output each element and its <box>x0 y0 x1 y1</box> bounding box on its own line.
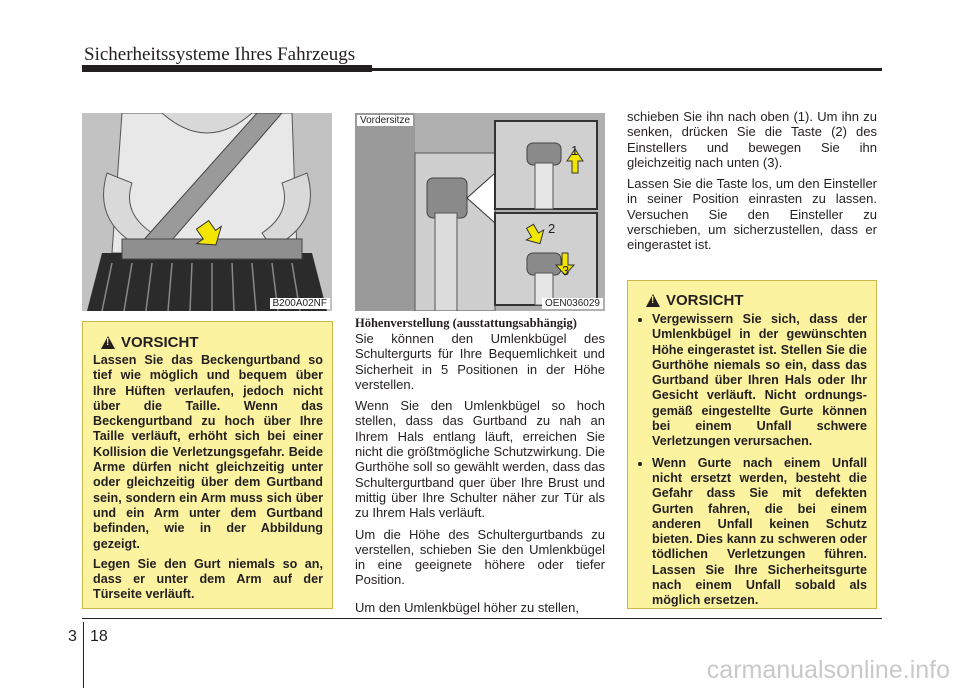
figure-label-front-seats: Vordersitze <box>357 115 413 126</box>
warning-left-paragraph: Lassen Sie das Beckengurtband so tief wie möglich und bequem über Ihre Hüften verlaufen, jedoch nicht über die Taille. Wenn das Beckengurtband zu hoch über Ihre Taille verläuft, erhöht sich bei einer Kollision die Verletzungsgefahr. Beide Arme dürfen nicht gleichzeitig unter oder gleichzeitig über dem Gurtband sein, sondern ein Arm muss sich über und ein Arm unter dem Gurtband befinden, wie in der Abbildung gezeigt. <box>93 353 323 551</box>
figure-code-left: B200A02NF <box>270 298 330 309</box>
chapter-number: 3 <box>68 628 77 645</box>
section-subheading: Höhenverstellung (ausstattungsabhängig) <box>355 316 577 330</box>
footer-vertical-rule <box>83 622 84 688</box>
footer-rule <box>82 618 882 619</box>
warning-title-left-text: VORSICHT <box>121 334 199 351</box>
body-paragraph: schieben Sie ihn nach oben (1). Um ihn zu senken, drücken Sie die Taste (2) des Einstellers und bewegen Sie ihn gleichzeitig nach unten (3). <box>627 109 877 170</box>
callout-2: 2 <box>548 221 556 236</box>
figure-belt-illustration <box>82 113 332 311</box>
warning-list <box>638 312 867 609</box>
warning-title-right-text: VORSICHT <box>666 292 744 309</box>
middle-text-column <box>355 316 605 621</box>
body-paragraph: Wenn Sie den Umlenkbügel so hoch stellen, dass das Gurtband zu nah an Ihrem Hals entlang läuft, erreichen Sie nicht die größtmögliche Schutzwirkung. Die Gurthöhe soll so gewählt werden, dass das Schultergurtband quer über Ihre Brust und mittig über Ihre Schulter näher zur Tür als zu Ihrem Hals verläuft. <box>355 398 605 521</box>
page-header-title: Sicherheitssysteme Ihres Fahrzeugs <box>84 44 356 65</box>
figure-height-adjust <box>355 113 605 311</box>
warning-title-right <box>646 292 867 309</box>
right-text-column <box>627 109 877 259</box>
warning-list-item: • Wenn Gurte nach einem Unfall nicht ersetzt werden, besteht die Gefahr dass Sie mit defekten Gurten fahren, die bei einem anderen Unfall keinen Schutz bieten. Dies kann zu schweren oder tödlichen Verletzungen führen. Lassen Sie Ihre Sicherheitsgurte nach einem Unfall sobald als möglich ersetzen. <box>652 456 867 609</box>
warning-box-left <box>82 321 333 609</box>
callout-1: 1 <box>571 143 579 158</box>
body-paragraph: Um den Umlenkbügel höher zu stellen, <box>355 599 580 615</box>
warning-triangle-icon <box>101 336 115 349</box>
warning-list-item: • Vergewissern Sie sich, dass der Umlenkbügel in der gewünschten Höhe eingerastet ist. Stellen Sie die Gurthöhe niemals so ein, dass das Gurtband über Ihren Hals oder Ihr Gesicht verläuft. Nicht ordnungs-gemäß eingestellte Gurte können bei einem Unfall schwere Verletzungen verursachen. <box>652 312 867 450</box>
warning-triangle-icon <box>646 294 660 307</box>
figure-code-middle: OEN036029 <box>542 298 603 309</box>
watermark: carmanualsonline.info <box>706 656 950 684</box>
page-number: 18 <box>90 628 108 645</box>
body-paragraph: Um die Höhe des Schultergurtbands zu verstellen, schieben Sie den Umlenkbügel in eine geeignete höhere oder tiefer Position. <box>355 526 605 588</box>
header-rule <box>82 68 882 71</box>
figure-pillar-illustration <box>355 113 605 311</box>
warning-box-right <box>627 280 877 609</box>
warning-left-paragraph: Legen Sie den Gurt niemals so an, dass er unter dem Arm auf der Türseite verläuft. <box>93 556 323 602</box>
body-paragraph: Lassen Sie die Taste los, um den Einsteller in seiner Position einrasten zu lassen. Versuchen Sie den Einsteller zu verschieben, um sicherzustellen, dass er eingerastet ist. <box>627 176 877 253</box>
callout-3: 3 <box>562 263 570 278</box>
body-paragraph: Sie können den Umlenkbügel des Schultergurts für Ihre Bequemlichkeit und Sicherheit in 5 Positionen in der Höhe verstellen. <box>355 331 605 392</box>
figure-belt-position <box>82 113 332 311</box>
warning-title-left <box>101 334 323 351</box>
